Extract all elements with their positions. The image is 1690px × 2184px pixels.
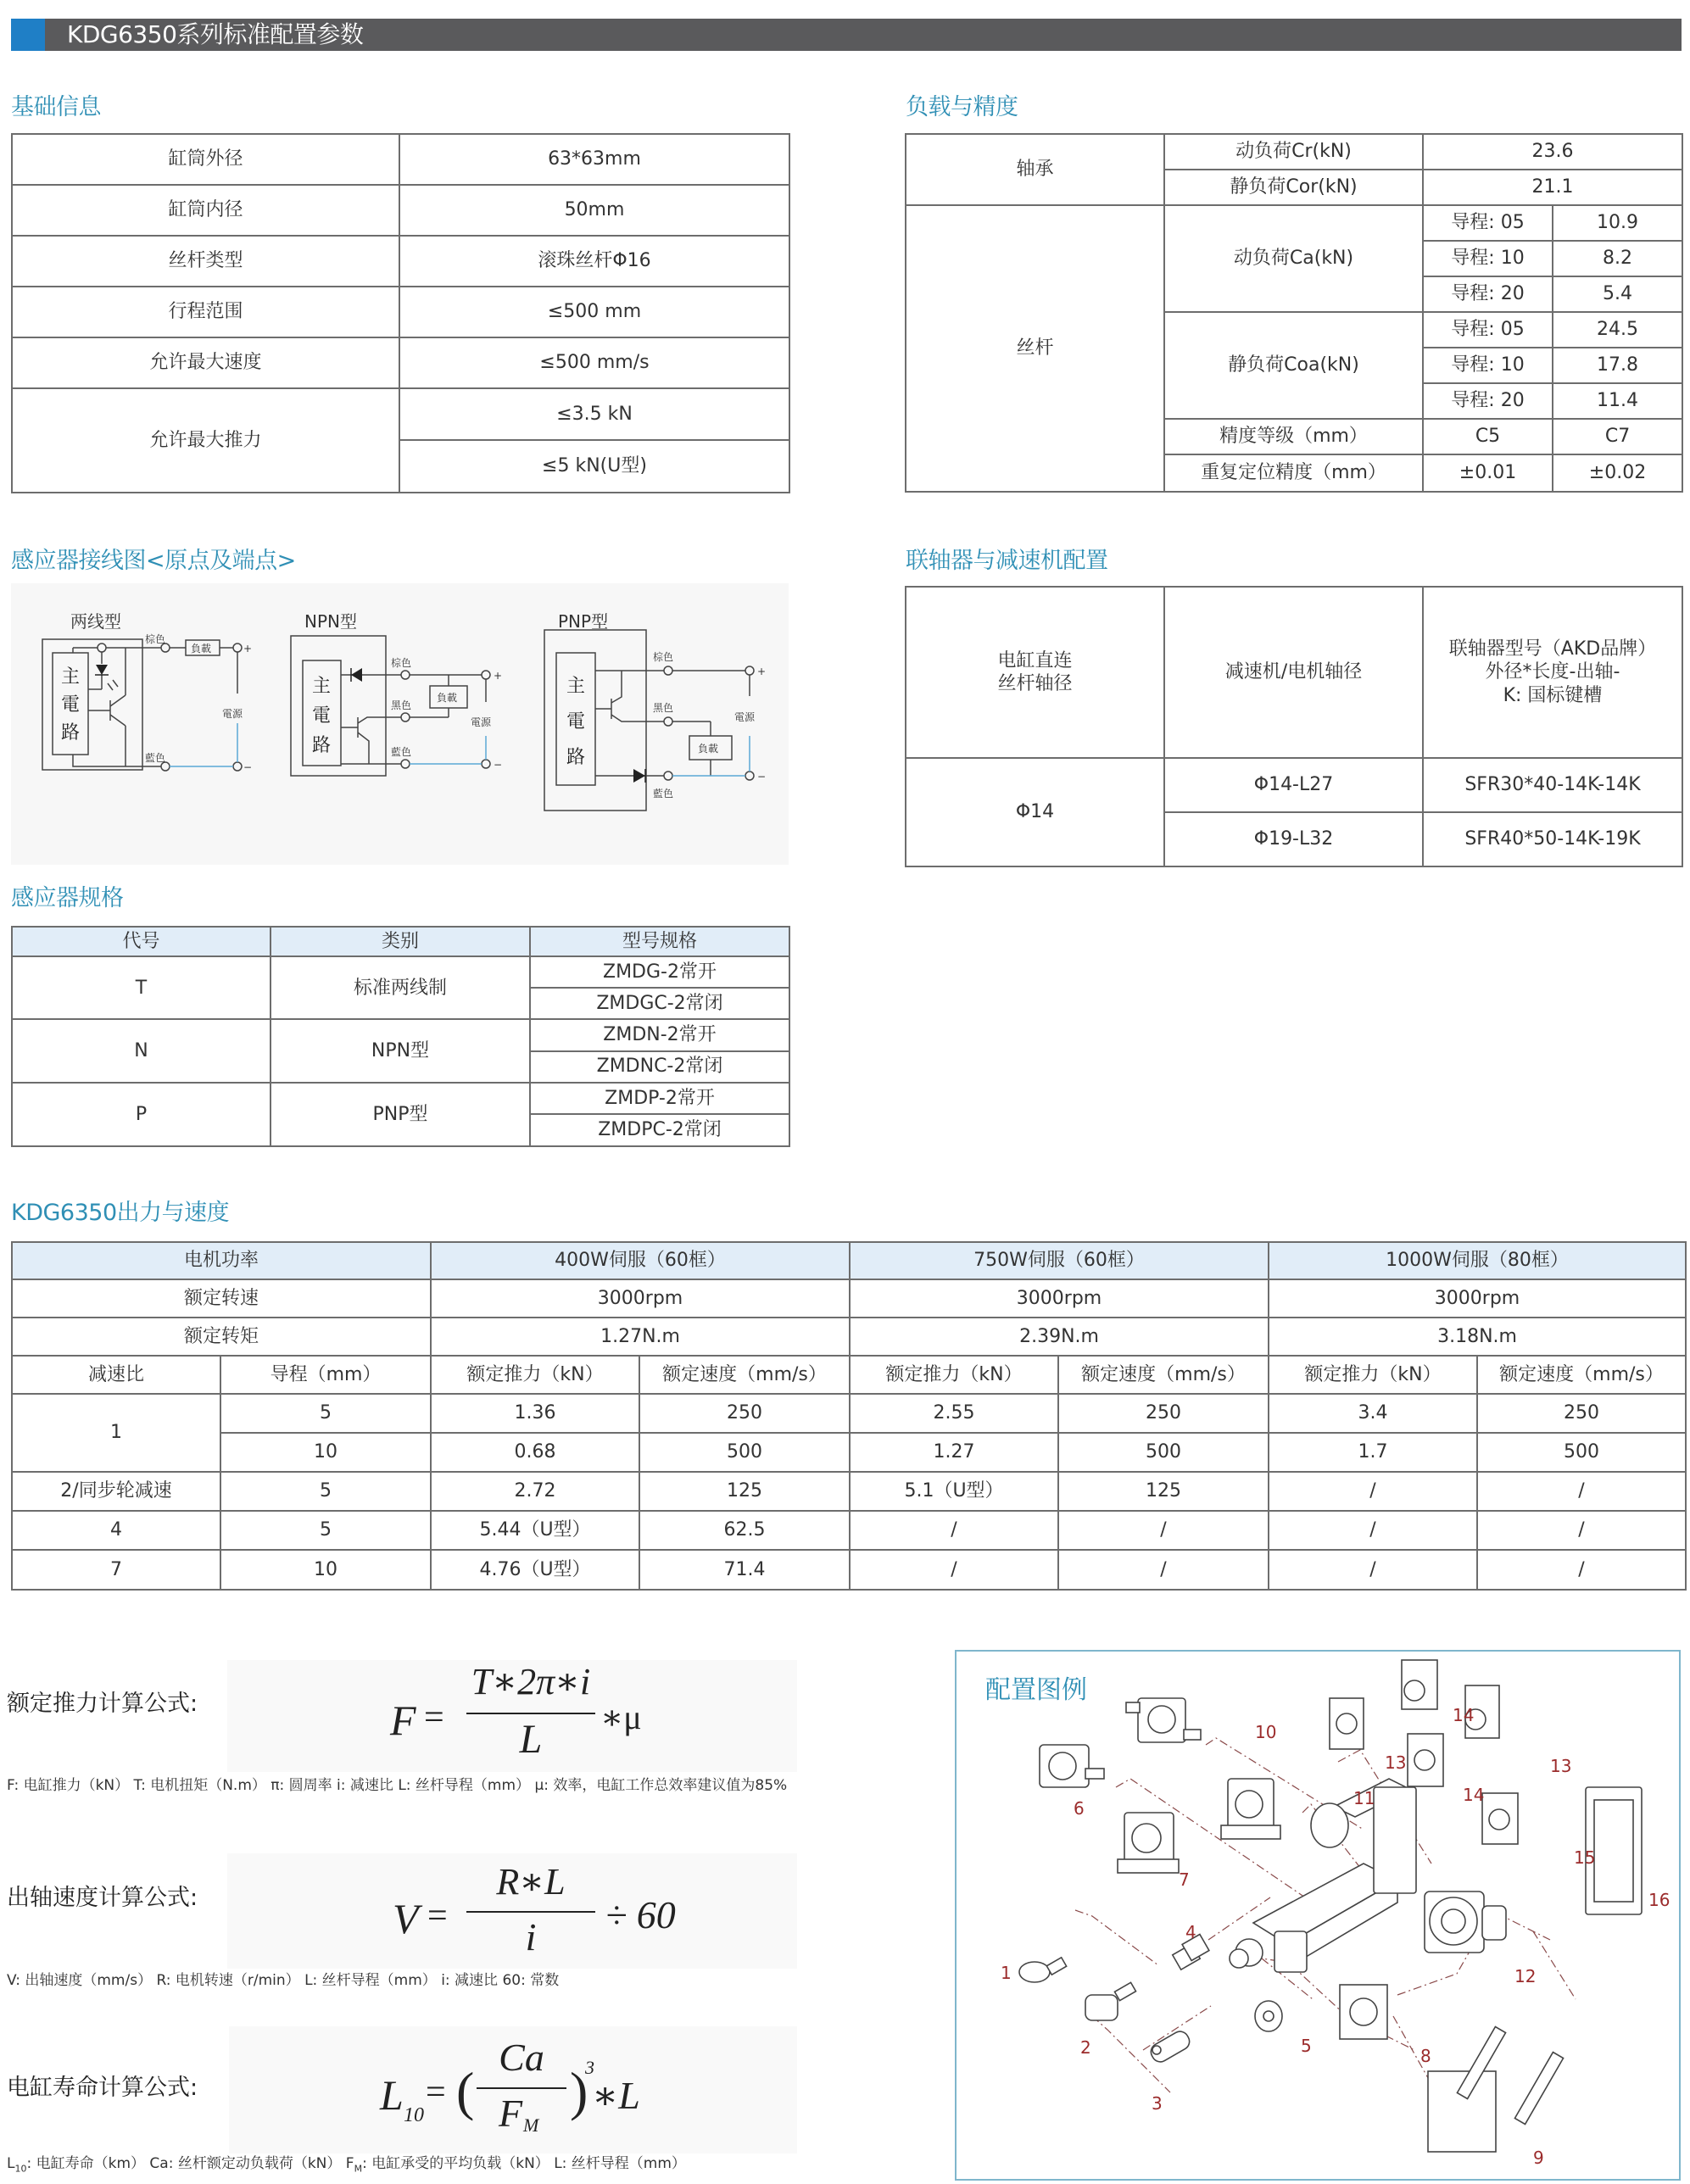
- config-legend-panel: [955, 1650, 1681, 2181]
- value-cell: /: [1477, 1550, 1686, 1590]
- value-cell: 500: [639, 1433, 850, 1472]
- code-cell: N: [12, 1019, 271, 1082]
- table-row: [12, 185, 789, 236]
- power-label: 電源: [734, 711, 756, 723]
- param-value: 5.4: [1553, 276, 1682, 312]
- lead-label: 导程: 05: [1423, 205, 1553, 241]
- formula-eq: =: [426, 2073, 446, 2112]
- part-14-flange: [1402, 1660, 1437, 1709]
- section-title-sensor-spec: 感应器规格: [11, 885, 124, 911]
- value-cell: 62.5: [639, 1511, 850, 1550]
- value-cell: /: [1269, 1472, 1477, 1511]
- group-label: 丝杆: [906, 205, 1164, 492]
- value-cell: /: [850, 1511, 1058, 1550]
- motor-name: 400W伺服（60框）: [431, 1242, 850, 1279]
- load-label: 負載: [191, 643, 212, 655]
- type-cell: PNP型: [271, 1083, 530, 1146]
- formula-numerator: R∗L: [496, 1861, 566, 1903]
- config-legend-title: 配置图例: [985, 1675, 1087, 1705]
- row-value: ≤500 mm/s: [399, 337, 789, 388]
- value-cell: 1.27: [850, 1433, 1058, 1472]
- fraction-bar: [466, 1713, 595, 1714]
- output-speed-table: [11, 1241, 1687, 1591]
- subheader-cell: 额定推力（kN）: [1269, 1356, 1477, 1394]
- part-number: 2: [1080, 2037, 1091, 2058]
- lead-label: 导程: 10: [1423, 241, 1553, 276]
- subheader-cell: 额定速度（mm/s）: [639, 1356, 850, 1394]
- main-circuit-label: 主: [566, 676, 586, 697]
- value-cell: 5.44（U型）: [431, 1511, 639, 1550]
- model-cell: ZMDNC-2常闭: [530, 1051, 789, 1083]
- two-wire-title: 两线型: [70, 611, 121, 632]
- formula-caption-life: [7, 2152, 795, 2181]
- model-cell: ZMDP-2常开: [530, 1083, 789, 1114]
- lead-cell: 10: [220, 1550, 431, 1590]
- value-cell: 125: [1058, 1472, 1269, 1511]
- formula-lhs-subscript: 10: [404, 2104, 424, 2126]
- part-number: 11: [1353, 1788, 1375, 1808]
- value-cell: 1.7: [1269, 1433, 1477, 1472]
- part-number: 7: [1179, 1869, 1190, 1890]
- value-cell: 500: [1477, 1433, 1686, 1472]
- speed-value: 3000rpm: [431, 1279, 850, 1318]
- sensor-spec-table: [11, 926, 790, 1147]
- value-cell: 3.4: [1269, 1394, 1477, 1433]
- formula-exponent: 3: [585, 2057, 594, 2078]
- plus-terminal: +: [494, 670, 503, 682]
- exploded-view-diagram: [957, 1652, 1679, 2179]
- formula-caption-thrust: F: 电缸推力（kN） T: 电机扭矩（N.m） π: 圆周率 i: 减速比 L: 丝杆导程（mm） μ: 效率，电缸工作总效率建议值为85%: [7, 1777, 788, 1794]
- part-number: 10: [1255, 1722, 1277, 1742]
- part-11-pillow-block: [1221, 1779, 1280, 1839]
- plus-terminal: +: [243, 643, 253, 655]
- model-cell: ZMDG-2常开: [530, 956, 789, 988]
- header-cell: 联轴器型号（AKD品牌） 外径*长度-出轴- K: 国标键槽: [1423, 587, 1682, 758]
- part-number: 4: [1185, 1922, 1196, 1942]
- lead-label: 导程: 10: [1423, 348, 1553, 383]
- model-cell: SFR30*40-14K-14K: [1423, 758, 1682, 812]
- main-circuit-label: 電: [312, 705, 332, 727]
- model-cell: ZMDPC-2常闭: [530, 1114, 789, 1146]
- formula-numerator: T∗2π∗i: [471, 1661, 591, 1702]
- model-cell: ZMDN-2常开: [530, 1019, 789, 1050]
- part-number: 15: [1574, 1847, 1596, 1868]
- main-circuit-label: 路: [566, 747, 586, 768]
- value-cell: 0.68: [431, 1433, 639, 1472]
- formula-lhs: V: [393, 1895, 419, 1942]
- part-number: 5: [1301, 2036, 1312, 2056]
- part-number: 1: [1001, 1963, 1012, 1983]
- coupling-table: [905, 586, 1683, 867]
- param-name: 静负荷Coa(kN): [1164, 312, 1423, 419]
- wire-label-black: 黑色: [391, 699, 412, 711]
- torque-label: 额定转矩: [12, 1318, 431, 1356]
- part-9-guide: [1428, 2027, 1564, 2152]
- param-name: 动负荷Cr(kN): [1164, 134, 1423, 170]
- part-number: 13: [1550, 1756, 1572, 1776]
- table-header-row: [12, 927, 789, 956]
- ratio-cell: 1: [12, 1394, 220, 1472]
- type-cell: 标准两线制: [271, 956, 530, 1019]
- shaft-cell: Φ14-L27: [1164, 758, 1423, 812]
- table-subheader-row: [12, 1356, 1686, 1394]
- part-number: 3: [1152, 2093, 1163, 2114]
- part-number: 16: [1648, 1890, 1670, 1910]
- formula-tail: ∗μ: [600, 1698, 642, 1736]
- table-row: [12, 956, 789, 988]
- row-label: 行程范围: [12, 287, 399, 337]
- table-row: [12, 1550, 1686, 1590]
- table-row: [906, 758, 1682, 812]
- formula-box-life: [229, 2026, 797, 2153]
- model-cell: SFR40*50-14K-19K: [1423, 812, 1682, 866]
- param-value: C7: [1553, 419, 1682, 454]
- row-value: ≤3.5 kN: [399, 388, 789, 440]
- value-cell: /: [1477, 1472, 1686, 1511]
- part-1-rod-end: [1019, 1958, 1067, 1982]
- basic-info-table: [11, 133, 790, 493]
- part-7-pillow-block: [1118, 1813, 1179, 1873]
- formula-box-speed: [227, 1853, 797, 1969]
- row-value: 50mm: [399, 185, 789, 236]
- model-cell: ZMDGC-2常闭: [530, 988, 789, 1019]
- value-cell: 71.4: [639, 1550, 850, 1590]
- subheader-cell: 减速比: [12, 1356, 220, 1394]
- part-number: 14: [1453, 1705, 1475, 1725]
- formula-lparen: (: [456, 2061, 475, 2121]
- screw-diameter: Φ14: [906, 758, 1164, 866]
- lead-label: 导程: 05: [1423, 312, 1553, 348]
- main-circuit-label: 電: [566, 711, 586, 733]
- main-circuit-label: 路: [61, 722, 81, 744]
- value-cell: /: [1269, 1550, 1477, 1590]
- part-6-trunnion: [1040, 1745, 1104, 1787]
- value-cell: 2.72: [431, 1472, 639, 1511]
- value-cell: 5.1（U型）: [850, 1472, 1058, 1511]
- header-cell: 类别: [271, 927, 530, 956]
- param-value: ±0.02: [1553, 454, 1682, 492]
- header-cell: 减速机/电机轴径: [1164, 587, 1423, 758]
- formula-caption-speed: V: 出轴速度（mm/s） R: 电机转速（r/min） L: 丝杆导程（mm） i: 减速比 60: 常数: [7, 1972, 560, 1989]
- value-cell: 250: [639, 1394, 850, 1433]
- table-row: [12, 1394, 1686, 1433]
- part-number: 12: [1514, 1966, 1537, 1986]
- ratio-cell: 2/同步轮减速: [12, 1472, 220, 1511]
- formula-rparen: ): [570, 2061, 588, 2121]
- param-name: 动负荷Ca(kN): [1164, 205, 1423, 312]
- caption-text: : 电缸寿命（km） Ca: 丝杆额定动负载荷（kN） F: [26, 2155, 354, 2172]
- part-number: 8: [1420, 2046, 1431, 2066]
- formula-denominator: L: [519, 1717, 543, 1762]
- speed-value: 3000rpm: [850, 1279, 1269, 1318]
- table-row: [12, 337, 789, 388]
- row-label: 允许最大推力: [12, 388, 399, 493]
- fraction-bar: [477, 2087, 566, 2089]
- speed-label: 额定转速: [12, 1279, 431, 1318]
- row-label: 缸筒外径: [12, 134, 399, 185]
- table-row: [12, 1433, 1686, 1472]
- code-cell: P: [12, 1083, 271, 1146]
- table-header-row: [12, 1242, 1686, 1279]
- wire-label-blue: 藍色: [391, 746, 412, 758]
- power-label: 电机功率: [12, 1242, 431, 1279]
- caption-subscript: M: [354, 2163, 363, 2175]
- table-row: [12, 388, 789, 440]
- table-row: [12, 1019, 789, 1050]
- part-5-nut: [1255, 2001, 1282, 2031]
- formula-tail: ÷ 60: [605, 1893, 676, 1936]
- param-value: 23.6: [1423, 134, 1682, 170]
- lead-label: 导程: 20: [1423, 383, 1553, 419]
- param-name: 静负荷Cor(kN): [1164, 170, 1423, 205]
- main-circuit-label: 路: [312, 735, 332, 756]
- motor-name: 1000W伺服（80框）: [1269, 1242, 1686, 1279]
- torque-value: 3.18N.m: [1269, 1318, 1686, 1356]
- motor-name: 750W伺服（60框）: [850, 1242, 1269, 1279]
- value-cell: 125: [639, 1472, 850, 1511]
- param-value: 11.4: [1553, 383, 1682, 419]
- formula-eq: =: [424, 1698, 444, 1737]
- table-row: [12, 1279, 1686, 1318]
- value-cell: 1.36: [431, 1394, 639, 1433]
- speed-value: 3000rpm: [1269, 1279, 1686, 1318]
- main-circuit-label: 主: [61, 666, 81, 688]
- row-label: 丝杆类型: [12, 236, 399, 287]
- table-row: [12, 1318, 1686, 1356]
- section-title-load-precision: 负载与精度: [906, 94, 1018, 120]
- section-title-basic-info: 基础信息: [11, 94, 101, 120]
- table-row: [12, 236, 789, 287]
- part-12-reducer: [1425, 1892, 1506, 1953]
- header-cell: 代号: [12, 927, 271, 956]
- formula-lhs: L: [380, 2071, 404, 2119]
- row-value: 滚珠丝杆Φ16: [399, 236, 789, 287]
- minus-terminal: −: [243, 761, 253, 773]
- shaft-cell: Φ19-L32: [1164, 812, 1423, 866]
- param-value: ±0.01: [1423, 454, 1553, 492]
- minus-terminal: −: [494, 759, 503, 771]
- section-title-coupling: 联轴器与减速机配置: [906, 548, 1108, 574]
- formula-tail: ∗L: [592, 2074, 640, 2117]
- lead-cell: 5: [220, 1394, 431, 1433]
- subheader-cell: 导程（mm）: [220, 1356, 431, 1394]
- wire-label-blue: 藍色: [145, 752, 166, 764]
- table-row: [12, 1472, 1686, 1511]
- lead-label: 导程: 20: [1423, 276, 1553, 312]
- section-title-output: KDG6350出力与速度: [11, 1200, 230, 1226]
- ratio-cell: 4: [12, 1511, 220, 1550]
- caption-subscript: 10: [14, 2163, 27, 2175]
- type-cell: NPN型: [271, 1019, 530, 1082]
- wire-label-brown: 棕色: [391, 657, 412, 669]
- row-label: 缸筒内径: [12, 185, 399, 236]
- header-cell: 型号规格: [530, 927, 789, 956]
- minus-terminal: −: [757, 771, 767, 783]
- row-value: ≤5 kN(U型): [399, 440, 789, 493]
- part-8-plate: [1340, 1985, 1387, 2039]
- param-value: 17.8: [1553, 348, 1682, 383]
- row-value: ≤500 mm: [399, 287, 789, 337]
- lead-cell: 5: [220, 1472, 431, 1511]
- value-cell: /: [1269, 1511, 1477, 1550]
- ratio-cell: 7: [12, 1550, 220, 1590]
- row-label: 允许最大速度: [12, 337, 399, 388]
- value-cell: 4.76（U型）: [431, 1550, 639, 1590]
- part-2-clevis: [1085, 1982, 1136, 2020]
- group-label: 轴承: [906, 134, 1164, 205]
- subheader-cell: 额定推力（kN）: [431, 1356, 639, 1394]
- part-10-trunnion: [1126, 1698, 1201, 1742]
- load-label: 負載: [437, 692, 458, 704]
- torque-value: 2.39N.m: [850, 1318, 1269, 1356]
- subheader-cell: 额定推力（kN）: [850, 1356, 1058, 1394]
- wiring-diagram: [11, 583, 789, 865]
- power-label: 電源: [471, 716, 492, 728]
- param-name: 精度等级（mm）: [1164, 419, 1423, 454]
- plus-terminal: +: [757, 666, 767, 677]
- part-14b-flange: [1408, 1734, 1443, 1786]
- value-cell: 250: [1477, 1394, 1686, 1433]
- part-3-rod-eye: [1148, 2028, 1193, 2064]
- part-number: 6: [1074, 1798, 1085, 1819]
- page-title: KDG6350系列标准配置参数: [67, 20, 364, 48]
- pnp-title: PNP型: [558, 611, 609, 632]
- load-label: 負載: [698, 743, 719, 755]
- table-row: [12, 134, 789, 185]
- formula-eq: =: [427, 1897, 448, 1936]
- formula-box-thrust: [227, 1660, 797, 1772]
- param-value: 21.1: [1423, 170, 1682, 205]
- formula-label-thrust: 额定推力计算公式:: [7, 1691, 198, 1717]
- param-name: 重复定位精度（mm）: [1164, 454, 1423, 492]
- formula-denominator: i: [525, 1915, 537, 1958]
- code-cell: T: [12, 956, 271, 1019]
- part-number: 9: [1533, 2148, 1544, 2168]
- torque-value: 1.27N.m: [431, 1318, 850, 1356]
- formula-label-speed: 出轴速度计算公式:: [7, 1885, 198, 1911]
- subheader-cell: 额定速度（mm/s）: [1477, 1356, 1686, 1394]
- part-number: 14: [1463, 1785, 1485, 1805]
- param-value: 10.9: [1553, 205, 1682, 241]
- table-row: [12, 287, 789, 337]
- value-cell: /: [1058, 1511, 1269, 1550]
- value-cell: 500: [1058, 1433, 1269, 1472]
- wiring-diagram-svg: [11, 583, 789, 865]
- formula-denominator: F: [499, 2092, 523, 2135]
- table-row: [906, 134, 1682, 170]
- main-circuit-label: 主: [312, 676, 332, 697]
- value-cell: 2.55: [850, 1394, 1058, 1433]
- value-cell: /: [1477, 1511, 1686, 1550]
- part-number: 13: [1385, 1752, 1407, 1773]
- part-15-flange: [1482, 1793, 1518, 1844]
- param-value: 24.5: [1553, 312, 1682, 348]
- value-cell: /: [850, 1550, 1058, 1590]
- caption-text: : 电缸承受的平均负载（kN） L: 丝杆导程（mm）: [362, 2155, 686, 2172]
- power-label: 電源: [222, 708, 243, 720]
- wire-label-blue: 藍色: [653, 788, 674, 800]
- formula-lhs: F: [390, 1696, 416, 1744]
- wire-label-brown: 棕色: [653, 651, 674, 663]
- npn-title: NPN型: [304, 611, 357, 632]
- header-cell: 电缸直连 丝杆轴径: [906, 587, 1164, 758]
- wire-label-brown: 棕色: [145, 633, 166, 645]
- value-cell: /: [1058, 1550, 1269, 1590]
- main-circuit-label: 電: [61, 694, 81, 716]
- table-row: [906, 587, 1682, 758]
- table-row: [906, 205, 1682, 241]
- formula-label-life: 电缸寿命计算公式:: [7, 2075, 198, 2101]
- caption-text: L: [7, 2155, 15, 2172]
- part-13-flange: [1330, 1698, 1364, 1749]
- value-cell: 250: [1058, 1394, 1269, 1433]
- lead-cell: 5: [220, 1511, 431, 1550]
- fraction-bar: [466, 1911, 595, 1913]
- page-header-bar: [11, 19, 1682, 51]
- formula-numerator: Ca: [499, 2036, 544, 2079]
- section-title-wiring: 感应器接线图<原点及端点>: [11, 548, 296, 574]
- load-precision-table: [905, 133, 1683, 493]
- subheader-cell: 额定速度（mm/s）: [1058, 1356, 1269, 1394]
- table-row: [12, 1511, 1686, 1550]
- lead-cell: 10: [220, 1433, 431, 1472]
- header-accent-block: [11, 19, 45, 51]
- wire-label-black: 黑色: [653, 702, 674, 714]
- param-value: 8.2: [1553, 241, 1682, 276]
- formula-denominator-subscript: M: [523, 2114, 539, 2136]
- row-value: 63*63mm: [399, 134, 789, 185]
- param-value: C5: [1423, 419, 1553, 454]
- table-row: [12, 1083, 789, 1114]
